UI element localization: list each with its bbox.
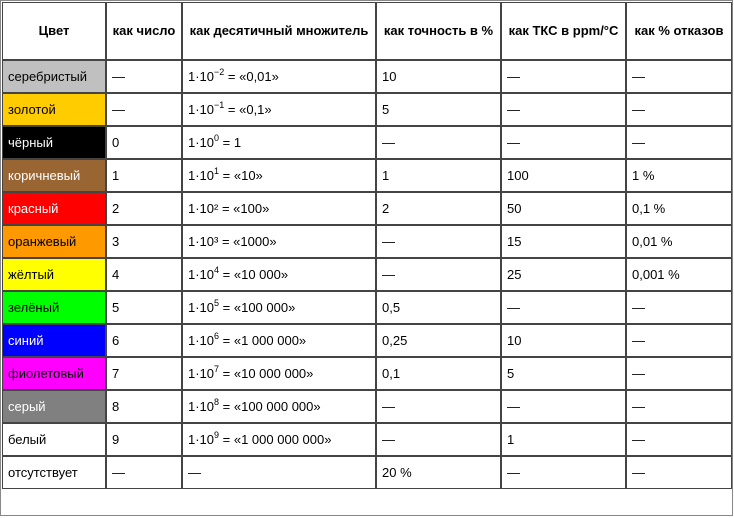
multiplier-cell xyxy=(182,357,376,390)
failure-rate-cell: 0,01 % xyxy=(626,225,732,258)
tcr-cell: 1 xyxy=(501,423,626,456)
multiplier-value: = «0,01» xyxy=(224,69,279,84)
color-swatch-cell: зелёный xyxy=(2,291,106,324)
tolerance-cell: — xyxy=(376,258,501,291)
number-cell: 9 xyxy=(106,423,182,456)
tcr-cell: 25 xyxy=(501,258,626,291)
multiplier-base: 1·10² = «100» xyxy=(188,201,270,216)
multiplier-base: 1·10 xyxy=(188,333,215,348)
number-cell: 8 xyxy=(106,390,182,423)
failure-rate-cell: — xyxy=(626,357,732,390)
tolerance-cell: 0,25 xyxy=(376,324,501,357)
multiplier-exponent: −1 xyxy=(214,100,225,110)
multiplier-cell xyxy=(182,390,376,423)
tcr-cell: 50 xyxy=(501,192,626,225)
resistor-color-code-table xyxy=(2,2,732,489)
failure-rate-cell: 0,1 % xyxy=(626,192,732,225)
multiplier-cell xyxy=(182,126,376,159)
failure-rate-cell: — xyxy=(626,423,732,456)
header-row xyxy=(2,2,732,60)
failure-rate-cell: — xyxy=(626,60,732,93)
table-row xyxy=(2,357,732,390)
multiplier-exponent: 8 xyxy=(214,397,220,407)
failure-rate-cell: — xyxy=(626,93,732,126)
table-row xyxy=(2,390,732,423)
number-cell: 1 xyxy=(106,159,182,192)
tolerance-cell: — xyxy=(376,423,501,456)
number-cell: 5 xyxy=(106,291,182,324)
table-row xyxy=(2,192,732,225)
tolerance-cell: 1 xyxy=(376,159,501,192)
color-swatch-cell: белый xyxy=(2,423,106,456)
color-swatch-cell: золотой xyxy=(2,93,106,126)
multiplier-exponent: 7 xyxy=(214,364,220,374)
multiplier-value: = «100 000 000» xyxy=(219,399,321,414)
table-row xyxy=(2,456,732,489)
multiplier-exponent: 1 xyxy=(214,166,220,176)
multiplier-base: 1·10 xyxy=(188,300,215,315)
header-tcr: как ТКС в ppm/°C xyxy=(501,2,626,60)
failure-rate-cell: — xyxy=(626,456,732,489)
tcr-cell: 10 xyxy=(501,324,626,357)
number-cell: 7 xyxy=(106,357,182,390)
table-row xyxy=(2,324,732,357)
multiplier-value: = «1 000 000» xyxy=(219,333,307,348)
header-tolerance: как точность в % xyxy=(376,2,501,60)
multiplier-base: 1·10 xyxy=(188,432,215,447)
number-cell: 3 xyxy=(106,225,182,258)
multiplier-cell xyxy=(182,225,376,258)
multiplier-exponent: 0 xyxy=(214,133,220,143)
color-swatch-cell: красный xyxy=(2,192,106,225)
tcr-cell: 15 xyxy=(501,225,626,258)
multiplier-value: = «10 000» xyxy=(219,267,289,282)
multiplier-base: 1·10 xyxy=(188,366,215,381)
color-swatch-cell: жёлтый xyxy=(2,258,106,291)
multiplier-base: 1·10 xyxy=(188,102,215,117)
multiplier-cell xyxy=(182,60,376,93)
multiplier-cell xyxy=(182,291,376,324)
tolerance-cell: 2 xyxy=(376,192,501,225)
table-row xyxy=(2,225,732,258)
color-swatch-cell: отсутствует xyxy=(2,456,106,489)
multiplier-value: = «10 000 000» xyxy=(219,366,314,381)
multiplier-cell xyxy=(182,159,376,192)
color-swatch-cell: чёрный xyxy=(2,126,106,159)
number-cell: — xyxy=(106,93,182,126)
tcr-cell: — xyxy=(501,291,626,324)
table-row xyxy=(2,423,732,456)
multiplier-exponent: −2 xyxy=(214,67,225,77)
table-row xyxy=(2,159,732,192)
number-cell: 4 xyxy=(106,258,182,291)
tolerance-cell: — xyxy=(376,225,501,258)
multiplier-cell xyxy=(182,93,376,126)
table-row xyxy=(2,126,732,159)
multiplier-exponent: 6 xyxy=(214,331,220,341)
multiplier-base: 1·10³ = «1000» xyxy=(188,234,277,249)
color-swatch-cell: коричневый xyxy=(2,159,106,192)
color-swatch-cell: серебристый xyxy=(2,60,106,93)
multiplier-base: 1·10 xyxy=(188,168,215,183)
table-row xyxy=(2,291,732,324)
tcr-cell: — xyxy=(501,456,626,489)
tolerance-cell: 0,5 xyxy=(376,291,501,324)
tcr-cell: 5 xyxy=(501,357,626,390)
multiplier-cell xyxy=(182,258,376,291)
failure-rate-cell: — xyxy=(626,126,732,159)
multiplier-value: = 1 xyxy=(219,135,242,150)
color-swatch-cell: оранжевый xyxy=(2,225,106,258)
multiplier-cell xyxy=(182,192,376,225)
multiplier-value: = «100 000» xyxy=(219,300,296,315)
color-swatch-cell: синий xyxy=(2,324,106,357)
multiplier-value: = «1 000 000 000» xyxy=(219,432,332,447)
header-number: как число xyxy=(106,2,182,60)
tcr-cell: — xyxy=(501,60,626,93)
tcr-cell: 100 xyxy=(501,159,626,192)
tcr-cell: — xyxy=(501,390,626,423)
table-row xyxy=(2,60,732,93)
failure-rate-cell: 0,001 % xyxy=(626,258,732,291)
multiplier-cell xyxy=(182,324,376,357)
tcr-cell: — xyxy=(501,126,626,159)
tcr-cell: — xyxy=(501,93,626,126)
multiplier-value: = «0,1» xyxy=(224,102,272,117)
number-cell: 2 xyxy=(106,192,182,225)
multiplier-base: 1·10 xyxy=(188,399,215,414)
tolerance-cell: 20 % xyxy=(376,456,501,489)
multiplier-exponent: 4 xyxy=(214,265,220,275)
failure-rate-cell: — xyxy=(626,390,732,423)
tolerance-cell: — xyxy=(376,126,501,159)
tolerance-cell: 5 xyxy=(376,93,501,126)
color-swatch-cell: фиолетовый xyxy=(2,357,106,390)
multiplier-base: 1·10 xyxy=(188,135,215,150)
failure-rate-cell: 1 % xyxy=(626,159,732,192)
number-cell: — xyxy=(106,60,182,93)
header-failure-rate: как % отказов xyxy=(626,2,732,60)
multiplier-base: 1·10 xyxy=(188,267,215,282)
multiplier-cell xyxy=(182,423,376,456)
multiplier-exponent: 5 xyxy=(214,298,220,308)
tolerance-cell: 0,1 xyxy=(376,357,501,390)
failure-rate-cell: — xyxy=(626,324,732,357)
header-color: Цвет xyxy=(2,2,106,60)
tolerance-cell: — xyxy=(376,390,501,423)
number-cell: 0 xyxy=(106,126,182,159)
failure-rate-cell: — xyxy=(626,291,732,324)
table-row xyxy=(2,258,732,291)
color-swatch-cell: серый xyxy=(2,390,106,423)
number-cell: 6 xyxy=(106,324,182,357)
table-row xyxy=(2,93,732,126)
number-cell: — xyxy=(106,456,182,489)
header-multiplier: как десятичный множитель xyxy=(182,2,376,60)
multiplier-cell xyxy=(182,456,376,489)
multiplier-base: — xyxy=(188,465,201,480)
tolerance-cell: 10 xyxy=(376,60,501,93)
multiplier-exponent: 9 xyxy=(214,430,220,440)
multiplier-value: = «10» xyxy=(219,168,263,183)
multiplier-base: 1·10 xyxy=(188,69,215,84)
table-body xyxy=(2,60,732,489)
